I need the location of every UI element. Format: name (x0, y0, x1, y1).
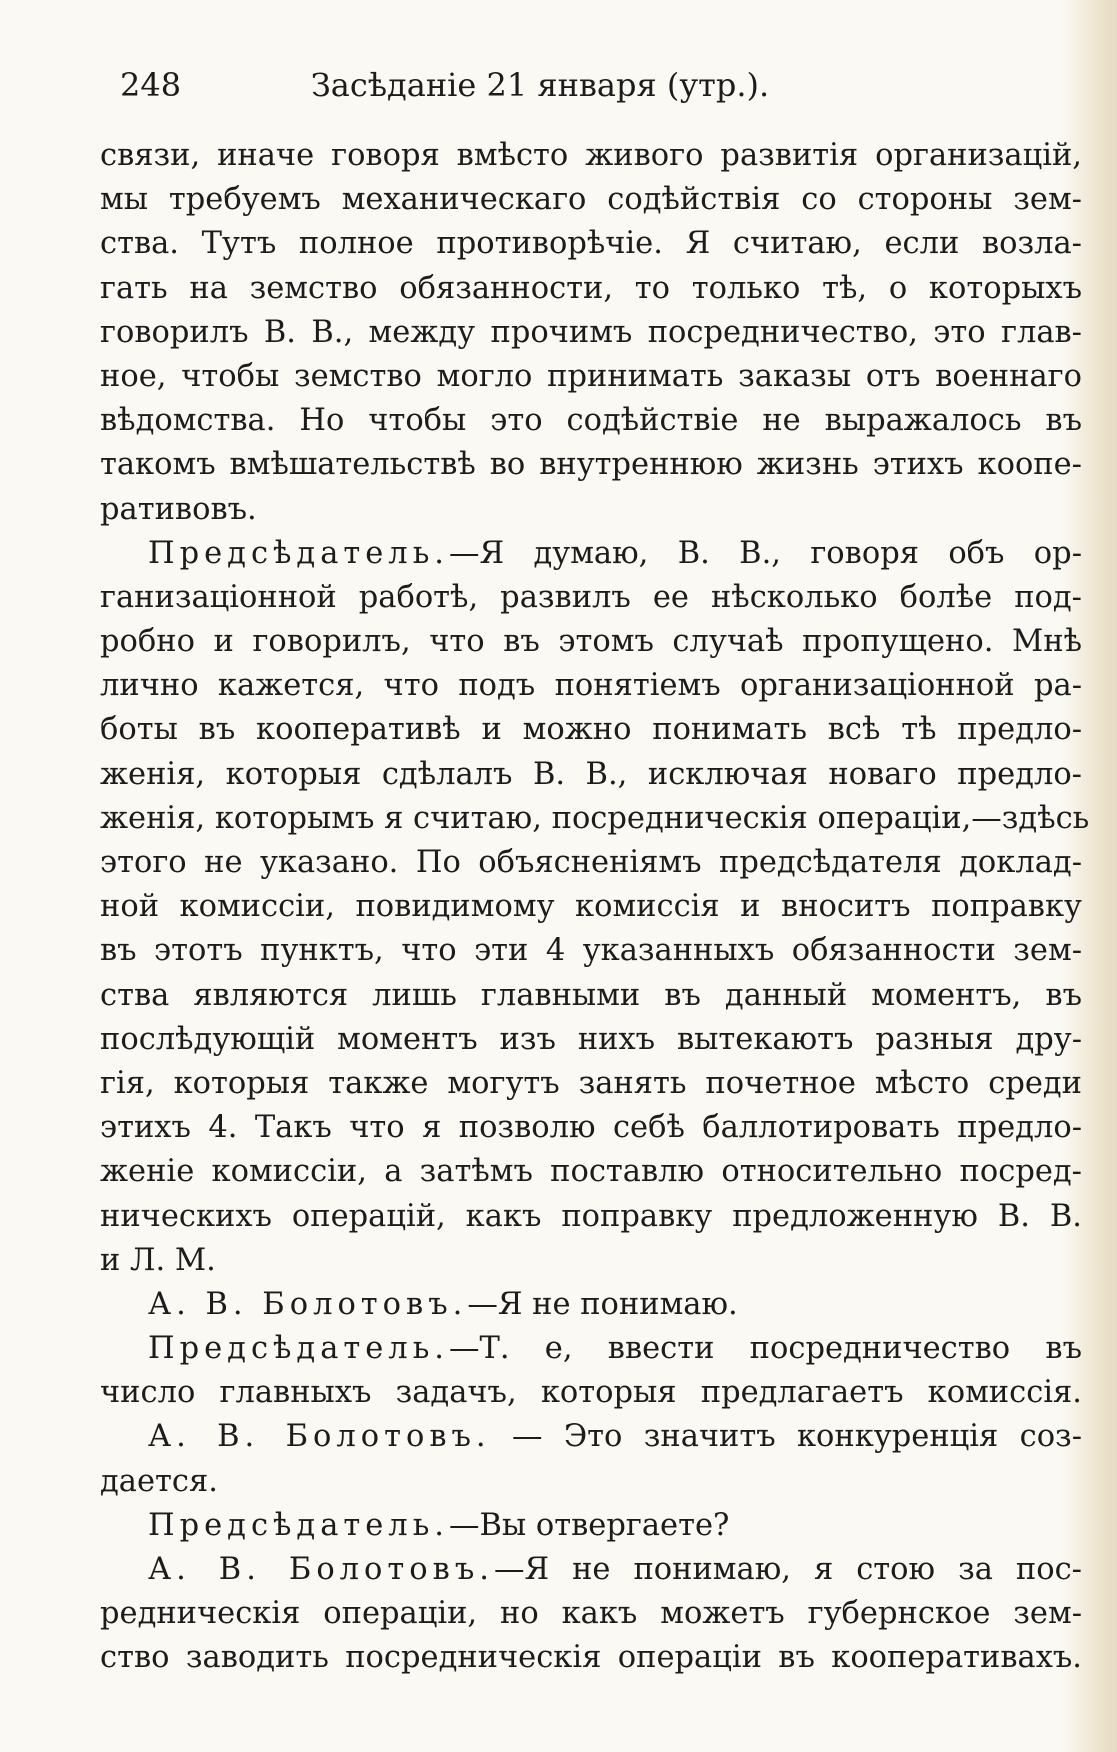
speech-first-line (100, 1548, 1082, 1592)
speaker-name: Предсѣдатель. (148, 1507, 449, 1543)
text-line: этого не указано. По объясненіямъ предсѣдателя доклад- (100, 845, 1082, 880)
text-line: гія, которыя также могутъ занять почетное мѣсто среди (100, 1065, 1082, 1101)
paragraph (100, 134, 1082, 532)
speech-first-line (100, 1504, 1082, 1548)
page-number: 248 (120, 66, 182, 104)
text-line: ганизаціонной работѣ, развилъ ее нѣсколько болѣе под- (100, 579, 1082, 615)
text-line: въ этотъ пунктъ, что эти 4 указанныхъ обязанности зем- (100, 933, 1082, 969)
text-line: говорилъ В. В., между прочимъ посредничество, это глав- (100, 314, 1082, 350)
text-line: ническихъ операцій, какъ поправку предложенную В. В. (100, 1198, 1082, 1234)
text-line: число главныхъ задачъ, которыя предлагаетъ комиссія. (100, 1375, 1082, 1411)
text-line: ство заводить посредническія операціи въ кооперативахъ. (100, 1640, 1082, 1676)
speech-text: —Вы отвергаете? (449, 1507, 730, 1543)
speech-text: —Я не понимаю, я стою за пос- (493, 1552, 1082, 1587)
text-line: и Л. М. (100, 1242, 216, 1278)
speaker-name: А. В. Болотовъ. (148, 1552, 494, 1587)
speaker-name: А. В. Болотовъ. (148, 1286, 468, 1322)
text-line: послѣдующій моментъ изъ нихъ вытекаютъ разныя дру- (100, 1021, 1082, 1057)
paragraph (100, 532, 1090, 1283)
paragraph (100, 1283, 1082, 1327)
paragraph (100, 1327, 1082, 1415)
speech-first-line (100, 532, 1082, 576)
text-line: ное, чтобы земство могло принимать заказы отъ военнаго (100, 358, 1082, 394)
text-line: ративовъ. (100, 491, 257, 527)
text-line: боты въ кооперативѣ и можно понимать всѣ тѣ предло- (100, 712, 1082, 748)
body-text (100, 134, 1090, 1681)
text-line: связи, иначе говоря вмѣсто живого развитія организацій, (100, 138, 1082, 173)
speech-first-line (100, 1327, 1082, 1371)
speech-text: — Это значитъ конкуренція соз- (490, 1419, 1082, 1455)
speech-text: —Я думаю, В. В., говоря объ ор- (449, 535, 1082, 571)
paragraph (100, 1548, 1082, 1681)
text-line: такомъ вмѣшательствѣ во внутреннюю жизнь этихъ коопе- (100, 447, 1082, 483)
text-line: ства являются лишь главными въ данный моментъ, въ (100, 977, 1082, 1013)
running-head: Засѣданіе 21 января (утр.). (310, 66, 770, 104)
speaker-name: А. В. Болотовъ. (148, 1419, 491, 1455)
paragraph (100, 1415, 1082, 1503)
speech-first-line (100, 1283, 1082, 1327)
speech-first-line (100, 1415, 1082, 1459)
text-line: дается. (100, 1463, 218, 1499)
text-line: ной комиссіи, повидимому комиссія и вноситъ поправку (100, 889, 1082, 925)
speaker-name: Предсѣдатель. (148, 1331, 449, 1367)
text-line: ства. Тутъ полное противорѣчіе. Я считаю, если возла- (100, 226, 1082, 262)
speech-text: —Я не понимаю. (467, 1286, 738, 1322)
text-line: женія, которыя сдѣлалъ В. В., исключая новаго предло- (100, 756, 1082, 792)
paragraph (100, 1504, 1082, 1548)
text-line: женія, которымъ я считаю, посредническія операціи,—здѣсь (100, 800, 1090, 836)
text-line: робно и говорилъ, что въ этомъ случаѣ пропущено. Мнѣ (100, 624, 1082, 660)
text-line: гать на земство обязанности, то только тѣ, о которыхъ (100, 270, 1082, 306)
text-line: вѣдомства. Но чтобы это содѣйствіе не выражалось въ (100, 403, 1082, 439)
text-line: редническія операціи, но какъ можетъ губернское зем- (100, 1596, 1082, 1632)
text-line: женіе комиссіи, а затѣмъ поставлю относительно посред- (100, 1154, 1082, 1190)
page-header (100, 60, 980, 106)
text-line: мы требуемъ механическаго содѣйствія со стороны зем- (100, 182, 1082, 218)
speech-text: —Т. е, ввести посредничество въ (449, 1331, 1082, 1367)
text-line: лично кажется, что подъ понятіемъ организаціонной ра- (100, 668, 1082, 704)
speaker-name: Предсѣдатель. (148, 535, 449, 571)
text-line: этихъ 4. Такъ что я позволю себѣ баллотировать предло- (100, 1110, 1082, 1146)
